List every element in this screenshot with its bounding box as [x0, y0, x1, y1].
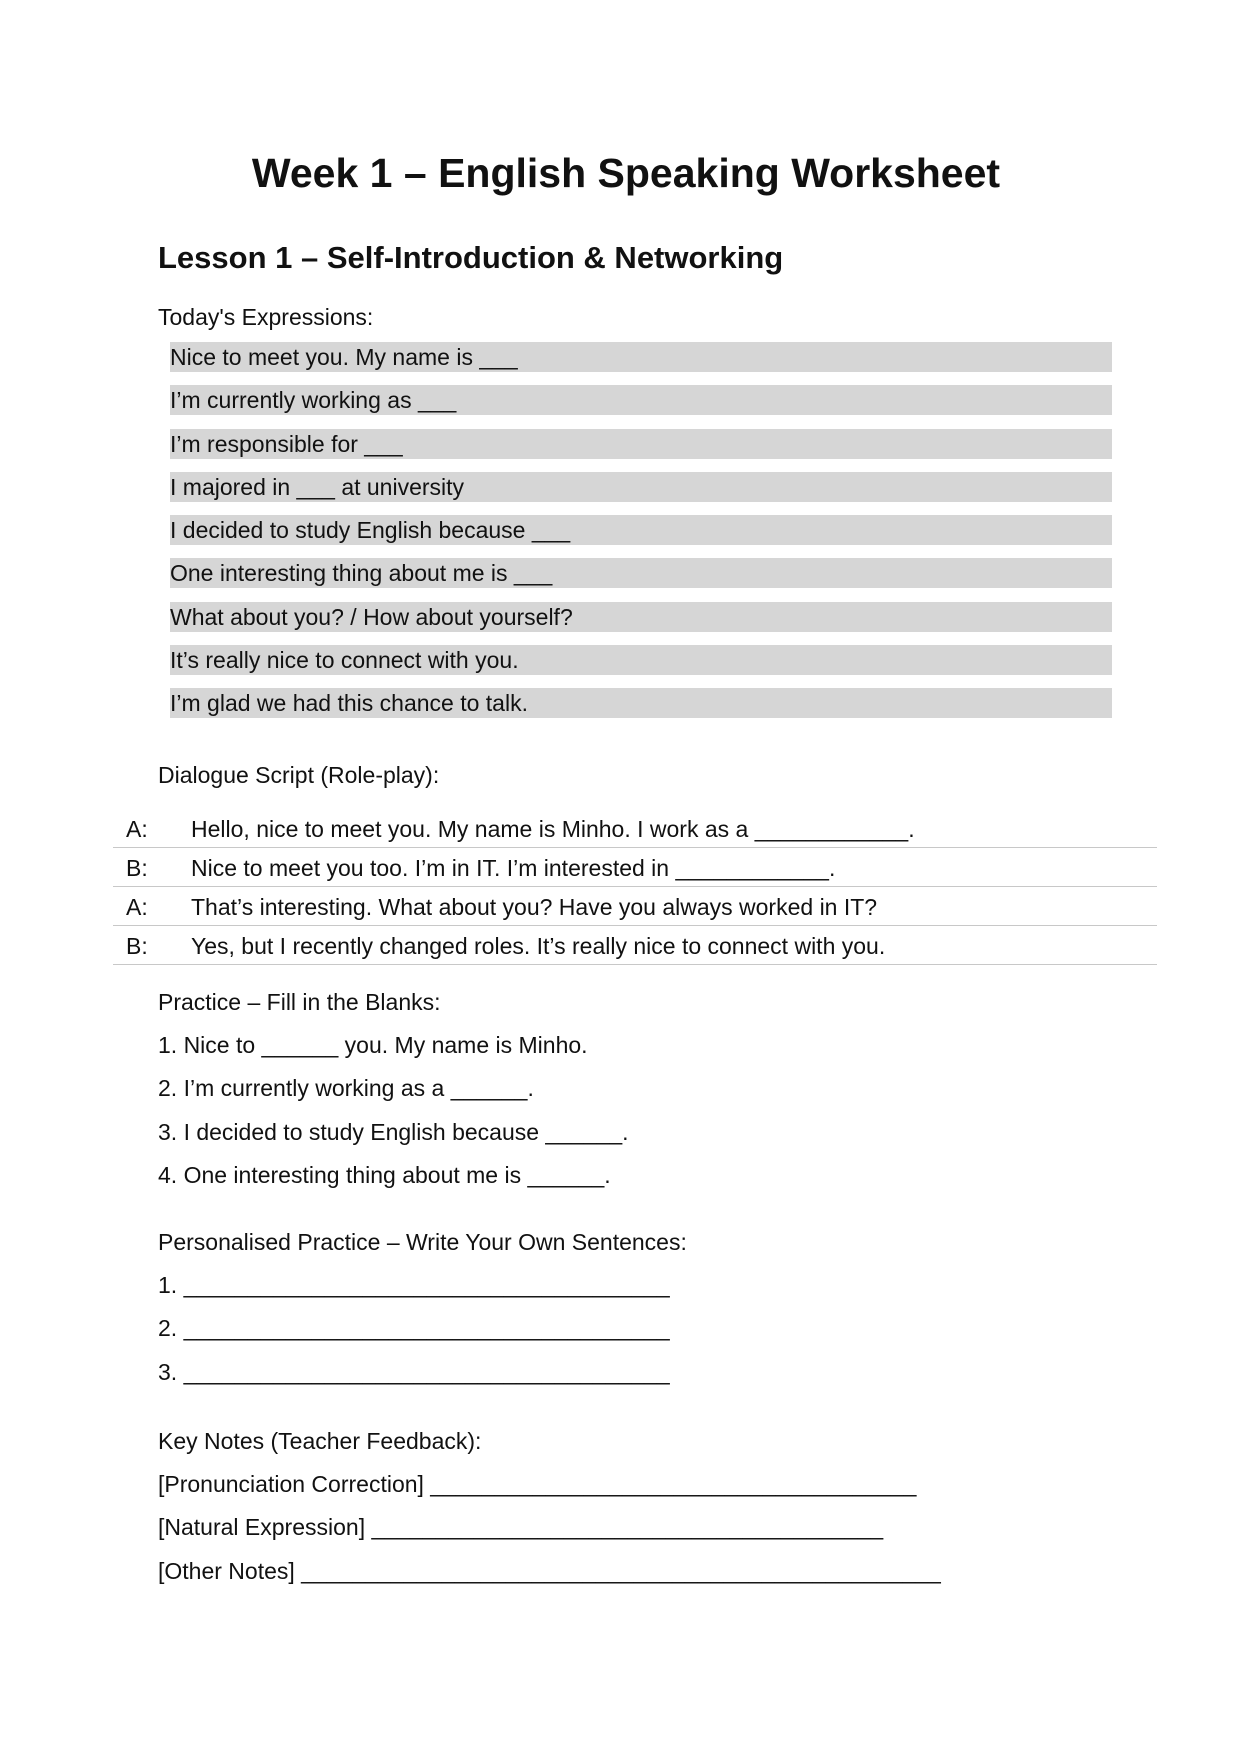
worksheet-title: Week 1 – English Speaking Worksheet	[251, 150, 1001, 196]
personalised-item: 2. ______________________________________	[158, 1315, 670, 1342]
dialogue-text: Nice to meet you too. I’m in IT. I’m interested in ____________.	[191, 855, 836, 881]
dialogue-speaker: A:	[126, 894, 148, 920]
expressions-list	[170, 342, 1112, 732]
dialogue-line	[113, 926, 1157, 965]
dialogue-speaker: B:	[126, 933, 148, 959]
expression-item: I’m responsible for ___	[170, 429, 1112, 459]
personalised-item: 3. ______________________________________	[158, 1358, 670, 1385]
practice-item: 3. I decided to study English because ______.	[158, 1118, 629, 1145]
expression-item: One interesting thing about me is ___	[170, 558, 1112, 588]
practice-label: Practice – Fill in the Blanks:	[158, 989, 441, 1015]
dialogue-line	[113, 887, 1157, 926]
dialogue-speaker: A:	[126, 816, 148, 842]
expression-item: I majored in ___ at university	[170, 472, 1112, 502]
expression-item: Nice to meet you. My name is ___	[170, 342, 1112, 372]
dialogue-line	[113, 809, 1157, 848]
expression-item: I’m glad we had this chance to talk.	[170, 688, 1112, 718]
practice-item: 4. One interesting thing about me is ______.	[158, 1161, 611, 1188]
dialogue-text: That’s interesting. What about you? Have you always worked in IT?	[191, 894, 878, 920]
dialogue-table	[113, 809, 1157, 965]
expression-item: I decided to study English because ___	[170, 515, 1112, 545]
personalised-list	[158, 1270, 670, 1400]
dialogue-speaker: B:	[126, 855, 148, 881]
practice-item: 1. Nice to ______ you. My name is Minho.	[158, 1032, 588, 1058]
dialogue-text: Yes, but I recently changed roles. It’s really nice to connect with you.	[191, 933, 886, 959]
notes-item: [Pronunciation Correction] ______________________________________	[158, 1471, 917, 1497]
notes-label: Key Notes (Teacher Feedback):	[158, 1428, 482, 1454]
dialogue-text: Hello, nice to meet you. My name is Minho. I work as a ____________.	[191, 816, 915, 842]
expression-item: What about you? / How about yourself?	[170, 602, 1112, 632]
personalised-label: Personalised Practice – Write Your Own Sentences:	[158, 1229, 687, 1255]
expression-item: It’s really nice to connect with you.	[170, 645, 1112, 675]
expressions-label: Today's Expressions:	[158, 304, 374, 330]
notes-list	[158, 1469, 941, 1599]
dialogue-label: Dialogue Script (Role-play):	[158, 762, 440, 788]
dialogue-line	[113, 848, 1157, 887]
notes-item: [Other Notes] __________________________________________________	[158, 1557, 941, 1584]
expression-item: I’m currently working as ___	[170, 385, 1112, 415]
notes-item: [Natural Expression] ________________________________________	[158, 1514, 884, 1541]
practice-item: 2. I’m currently working as a ______.	[158, 1075, 534, 1102]
practice-list	[158, 1030, 629, 1203]
personalised-item: 1. ______________________________________	[158, 1272, 670, 1298]
lesson-title: Lesson 1 – Self-Introduction & Networking	[158, 240, 784, 275]
